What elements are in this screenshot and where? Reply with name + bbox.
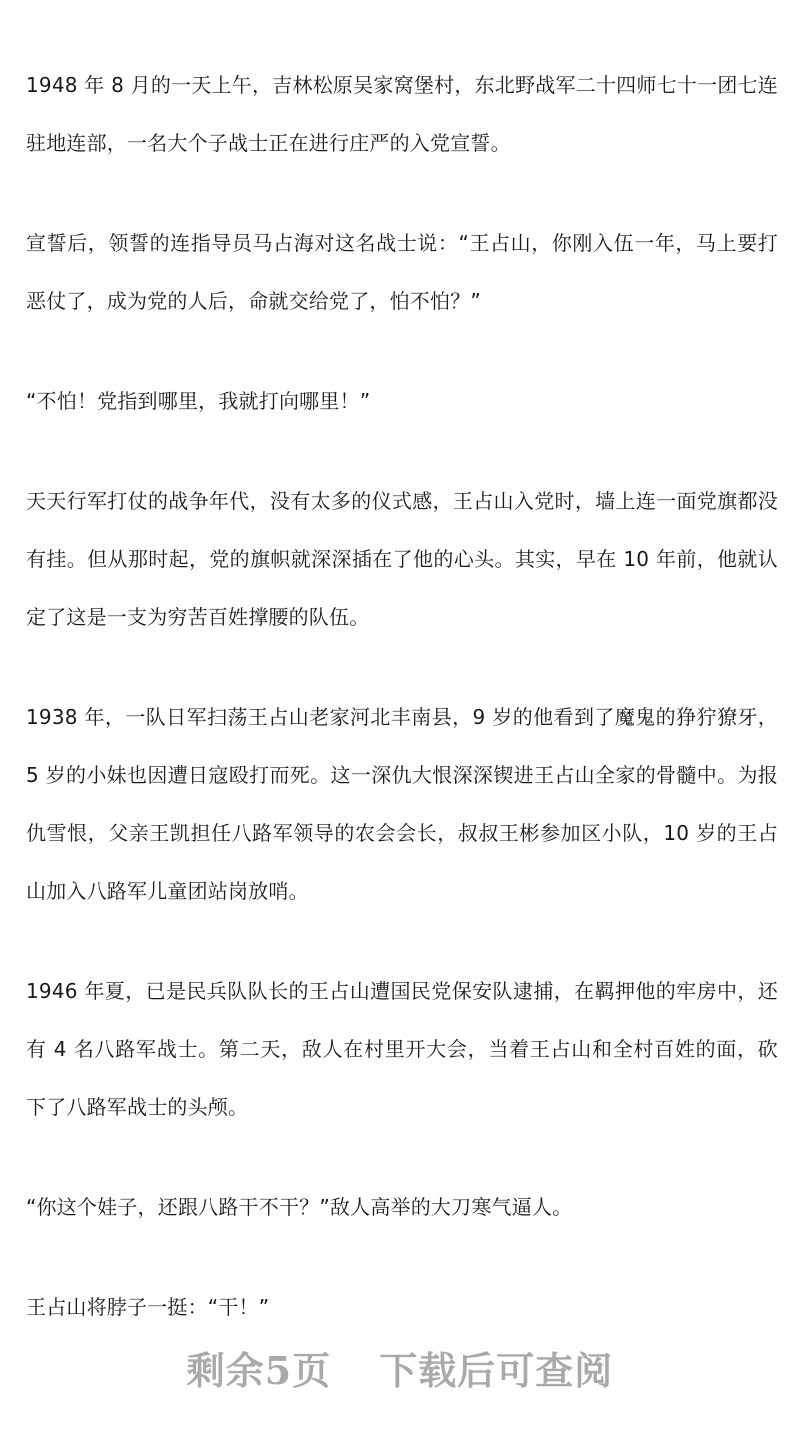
paragraph: 1946 年夏，已是民兵队队长的王占山遭国民党保安队逮捕，在羁押他的牢房中，还有 4 名八路军战士。第二天，敌人在村里开大会，当着王占山和全村百姓的面，砍下了八路军战士的头颅。 xyxy=(26,979,778,1119)
paragraph: 1948 年 8 月的一天上午，吉林松原吴家窝堡村，东北野战军二十四师七十一团七连驻地连部，一名大个子战士正在进行庄严的入党宣誓。 xyxy=(26,73,778,155)
download-prompt-banner[interactable] xyxy=(0,1340,800,1395)
paragraph: “不怕！党指到哪里，我就打向哪里！” xyxy=(26,389,371,413)
document-body xyxy=(26,56,778,1378)
paragraph: 1938 年，一队日军扫荡王占山老家河北丰南县，9 岁的他看到了魔鬼的狰狞獠牙，5 岁的小妹也因遭日寇殴打而死。这一深仇大恨深深锲进王占山全家的骨髓中。为报仇雪恨，父亲王凯担任八路军领导的农会会长，叔叔王彬参加区小队，10 岁的王占山加入八路军儿童团站岗放哨。 xyxy=(26,705,778,903)
paragraph: 王占山将脖子一挺：“干！” xyxy=(26,1295,270,1319)
paragraph: 宣誓后，领誓的连指导员马占海对这名战士说：“王占山，你刚入伍一年，马上要打恶仗了，成为党的人后，命就交给党了，怕不怕？” xyxy=(26,231,778,313)
remaining-pages-label: 剩余5页 xyxy=(186,1348,332,1393)
paragraph: “你这个娃子，还跟八路干不干？”敌人高举的大刀寒气逼人。 xyxy=(26,1195,573,1219)
paragraph: 天天行军打仗的战争年代，没有太多的仪式感，王占山入党时，墙上连一面党旗都没有挂。但从那时起，党的旗帜就深深插在了他的心头。其实，早在 10 年前，他就认定了这是一支为穷苦百姓撑腰的队伍。 xyxy=(26,489,778,629)
download-hint-label: 下载后可查阅 xyxy=(379,1348,614,1393)
